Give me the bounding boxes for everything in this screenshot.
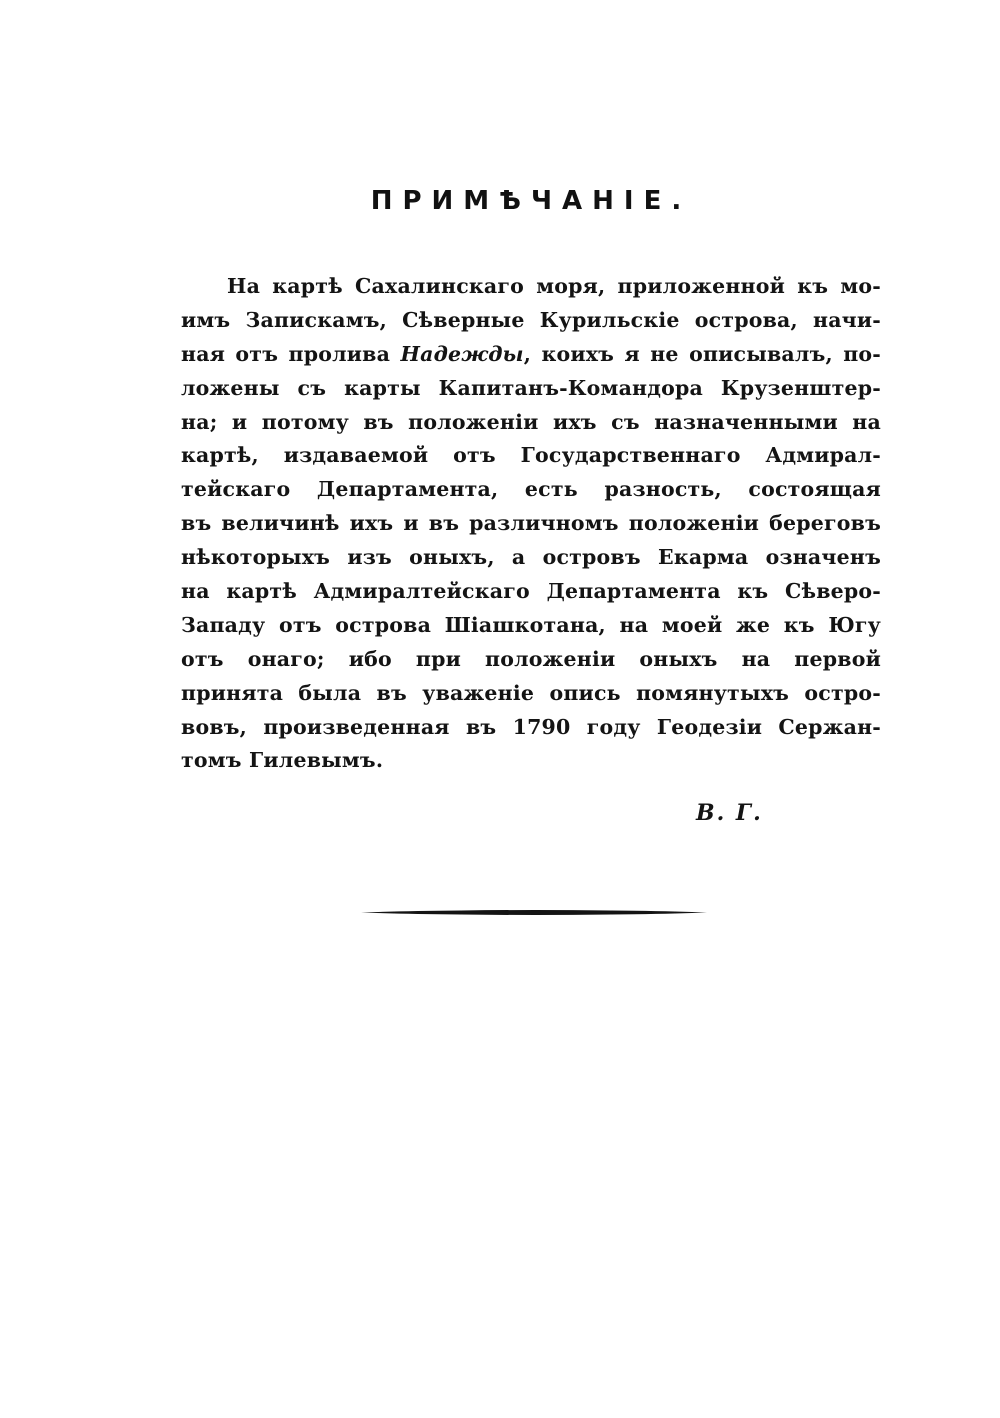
text-line-6: картѣ, издаваемой отъ Государственнаго Адмирал- [181, 443, 881, 468]
text-line-3 [181, 338, 881, 372]
text-line-1: На картѣ Сахалинскаго моря, приложенной къ мо- [227, 274, 881, 298]
text-line-3-end: , коихъ я не описывалъ, по- [523, 341, 882, 366]
rule-stroke [361, 910, 707, 915]
note-paragraph [181, 270, 881, 778]
strait-name-italic: Надежды [400, 341, 524, 366]
text-line-3-start: ная отъ пролива [181, 341, 401, 366]
text-line-11: Западу отъ острова Шіашкотана, на моей же къ Югу [181, 612, 881, 637]
text-line-15: томъ Гилевымъ. [181, 748, 384, 773]
page-heading: ПРИМѢЧАНІЕ. [370, 186, 692, 216]
signature-initials: В. Г. [696, 800, 763, 826]
text-line-9: нѣкоторыхъ изъ оныхъ, а островъ Екарма означенъ [181, 545, 881, 570]
decorative-rule [361, 908, 707, 917]
text-line-14: вовъ, произведенная въ 1790 году Геодезіи Сержан- [181, 714, 881, 739]
text-line-13: принята была въ уваженіе опись помянутыхъ остро- [181, 680, 881, 705]
text-line-7: тейскаго Департамента, есть разность, состоящая [181, 477, 881, 502]
text-line-4: ложены съ карты Капитанъ-Командора Крузенштер- [181, 375, 881, 400]
text-line-5: на; и потому въ положеніи ихъ съ назначенными на [181, 409, 881, 434]
text-line-12: отъ онаго; ибо при положеніи оныхъ на первой [181, 646, 881, 671]
text-line-8: въ величинѣ ихъ и въ различномъ положеніи береговъ [181, 511, 881, 536]
text-line-2: имъ Запискамъ, Сѣверные Курильскіе острова, начи- [181, 307, 881, 332]
text-line-10: на картѣ Адмиралтейскаго Департамента къ Сѣверо- [181, 579, 881, 604]
